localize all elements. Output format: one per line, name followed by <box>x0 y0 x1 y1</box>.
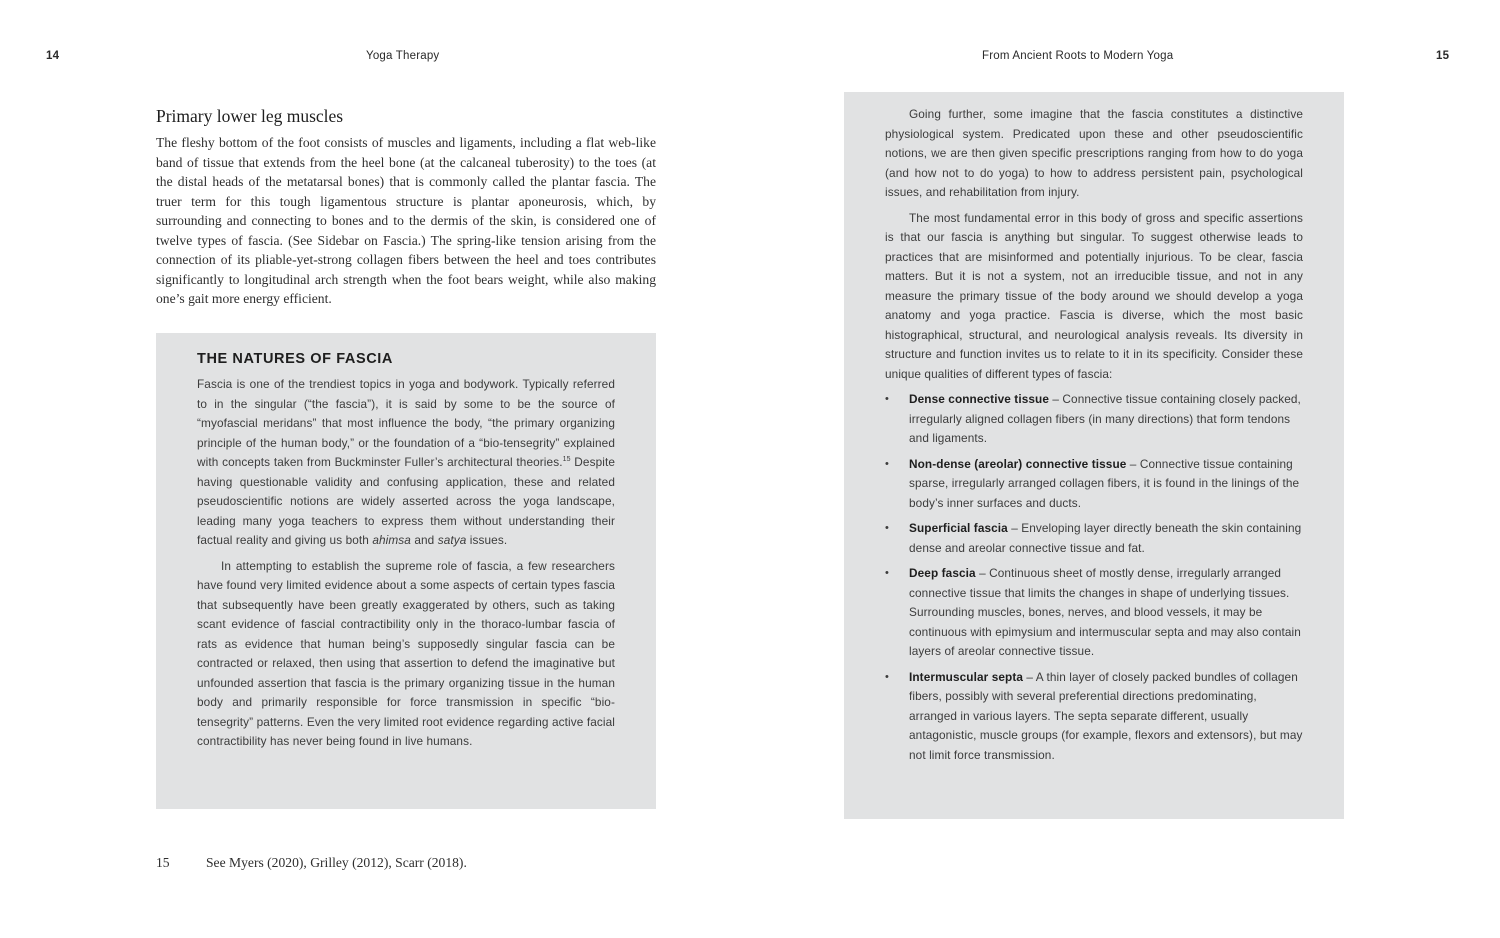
list-item-term: Superficial fascia <box>909 521 1008 535</box>
list-item-term: Non-dense (areolar) connective tissue <box>909 456 1127 471</box>
bullet-icon: • <box>885 567 889 579</box>
bullet-icon: • <box>885 457 889 470</box>
sidebar-paragraph-1 <box>197 375 615 551</box>
body-paragraph: The fleshy bottom of the foot consists of muscles and ligaments, including a flat web-like band of tissue that extends from the heel bone (at the calcaneal tuberosity) to the toes (at the distal heads of the metatarsal bones) that is commonly called the plantar fascia. The truer term for this tough ligamentous structure is plantar aponeurosis, which, by surrounding and connecting to bones and to the dermis of the skin, is considered one of twelve types of fascia. (See Sidebar on Fascia.) The spring-like tension arising from the connection of its pliable-yet-strong collagen fibers between the heel and toes contributes significantly to longitudinal arch strength when the foot bears weight, while also making one’s gait more energy efficient. <box>156 135 656 306</box>
fascia-types-list <box>885 390 1303 765</box>
bullet-icon: • <box>885 522 889 534</box>
footnote-number: 15 <box>156 855 170 870</box>
footnote-text: See Myers (2020), Grilley (2012), Scarr (2018). <box>206 855 467 870</box>
sidebar-paragraph-1-end: issues. <box>466 533 508 547</box>
sidebar-paragraph-3: Going further, some imagine that the fascia constitutes a distinctive physiological system. Predicated upon these and other pseudoscientific notions, we are then given specific prescriptions ranging from how to do yoga (and how not to do yoga) to how to address persistent pain, psychological issues, and rehabilitation from injury. <box>885 107 1303 199</box>
list-item-description: – Connective tissue containing sparse, irregularly arranged collagen fibers, it is found in the linings of the body’s inner surfaces and ducts. <box>909 456 1300 510</box>
left-page-number: 14 <box>46 50 60 62</box>
right-page-number: 15 <box>1436 50 1450 62</box>
list-item <box>885 668 1303 766</box>
sidebar-paragraph-2: In attempting to establish the supreme role of fascia, a few researchers have found very limited evidence about a some aspects of certain types fascia that subsequently have been greatly exaggerated by others, such as taking scant evidence of fascial contractibility only in the thoraco-lumbar fascia of rats as evidence that human being’s supposedly singular fascia can be contracted or relaxed, then using that assertion to defend the imaginative but unfounded assertion that fascia is the primary organizing tissue in the human body and primarily responsible for force transmission in specific “bio-tensegrity” patterns. Even the very limited root evidence regarding active facial contractibility has never being found in live humans. <box>197 558 615 748</box>
list-item <box>885 455 1303 514</box>
list-item-description: – Enveloping layer directly beneath the skin containing dense and areolar connective tissue and fat. <box>909 521 1302 555</box>
list-item-description: – Continuous sheet of mostly dense, irregularly arranged connective tissue that limits the changes in shape of underlying tissues. Surrounding muscles, bones, nerves, and blood vessels, it may be continuous with epimysium and intermuscular septa and may also contain layers of areolar connective tissue. <box>909 566 1301 658</box>
list-item <box>885 519 1303 558</box>
sidebar-paragraph-4: The most fundamental error in this body of gross and specific assertions is that our fascia is anything but singular. To suggest otherwise leads to practices that are misinformed and potentially injurious. To be clear, fascia matters. But it is not a system, not an irreducible tissue, and not in any measure the primary tissue of the body around we should develop a yoga anatomy and yoga practice. Fascia is diverse, which the most basic histographical, structural, and neurological analysis reveals. Its diversity in structure and function invites us to relate to it in its specificity. Consider these unique qualities of different types of fascia: <box>885 210 1303 381</box>
list-item-term: Dense connective tissue <box>909 392 1049 406</box>
list-item-term: Intermuscular septa <box>909 669 1024 684</box>
term-ahimsa: ahimsa <box>372 533 411 547</box>
bullet-icon: • <box>885 670 889 683</box>
section-heading: Primary lower leg muscles <box>156 106 344 126</box>
sidebar-paragraph-1-text-cont: Despite having questionable validity and confusing application, these and related pseudoscientific notions are widely asserted across the yoga landscape, leading many yoga teachers to express them without understanding their factual reality and giving us both <box>197 455 616 547</box>
sidebar-paragraph-1-text: Fascia is one of the trendiest topics in yoga and bodywork. Typically referred to in the singular (“the fascia”), it is said by some to be the source of “myofascial meridans” that most influence the body, “the primary organizing principle of the human body,” or the foundation of a “bio-tensegrity” explained with concepts taken from Buckminster Fuller’s architectural theories. <box>197 377 615 469</box>
left-running-head: Yoga Therapy <box>366 50 440 62</box>
fascia-sidebar-box <box>156 333 656 809</box>
list-item <box>885 390 1303 449</box>
list-item <box>885 564 1303 662</box>
list-item-description: – Connective tissue containing closely packed, irregularly aligned collagen fibers (in many directions) that form tendons and ligaments. <box>909 392 1301 445</box>
sidebar-title: THE NATURES OF FASCIA <box>197 351 394 367</box>
fascia-sidebar-continued <box>844 92 1344 819</box>
list-item-term: Deep fascia <box>909 566 976 580</box>
conjunction: and <box>410 533 438 547</box>
footnote-reference[interactable]: 15 <box>562 456 571 464</box>
term-satya: satya <box>437 533 467 547</box>
right-running-head: From Ancient Roots to Modern Yoga <box>982 50 1174 62</box>
bullet-icon: • <box>885 393 889 405</box>
list-item-description: – A thin layer of closely packed bundles of collagen fibers, possibly with several preferential directions predominating, arranged in various layers. The septa separate different, usually antagonistic, muscle groups (for example, flexors and extensors), but may not limit force transmission. <box>909 669 1303 762</box>
